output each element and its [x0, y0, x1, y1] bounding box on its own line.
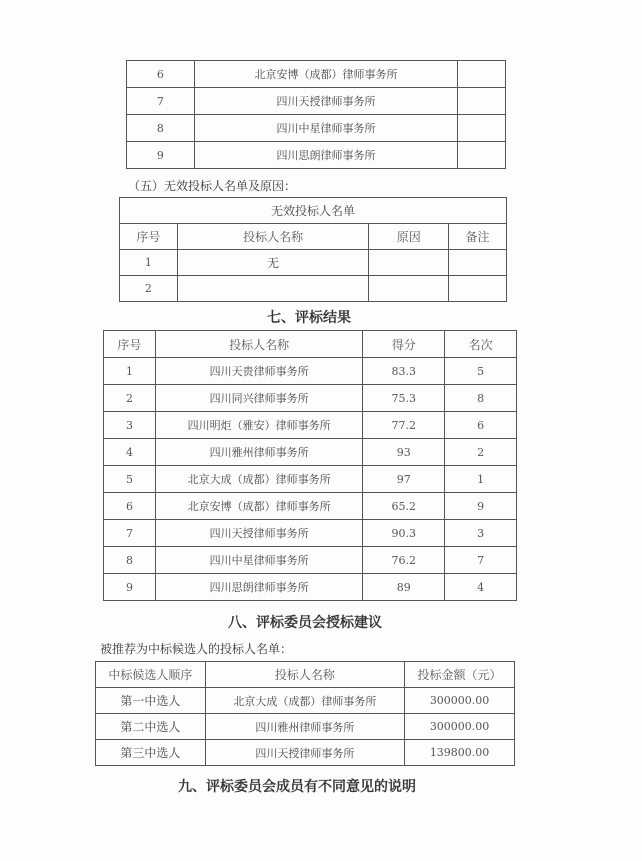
- table-row: [127, 142, 506, 169]
- header-no: 序号: [104, 331, 156, 358]
- table-header-row: [120, 224, 507, 250]
- score-cell: 75.3: [363, 385, 445, 412]
- row-number: 4: [104, 439, 156, 466]
- table-row: [120, 276, 507, 302]
- header-name: 投标人名称: [177, 224, 368, 250]
- reason-cell: [369, 276, 449, 302]
- bidder-name: 北京大成（成都）律师事务所: [205, 688, 404, 714]
- table-row: [104, 574, 517, 601]
- header-note: 备注: [449, 224, 507, 250]
- invalid-bidders-table: [119, 197, 507, 302]
- table-row: [104, 520, 517, 547]
- header-amount: 投标金额（元）: [405, 662, 515, 688]
- recommend-intro: 被推荐为中标候选人的投标人名单：: [100, 642, 293, 656]
- bidder-name: 四川中星律师事务所: [155, 547, 362, 574]
- empty-cell: [458, 142, 506, 169]
- score-cell: 90.3: [363, 520, 445, 547]
- row-number: 5: [104, 466, 156, 493]
- table-header-row: [96, 662, 515, 688]
- row-number: 8: [127, 115, 195, 142]
- score-cell: 65.2: [363, 493, 445, 520]
- table-row: [104, 385, 517, 412]
- amount-cell: 300000.00: [405, 688, 515, 714]
- row-number: 6: [104, 493, 156, 520]
- bidder-name: 四川天授律师事务所: [205, 740, 404, 766]
- bidder-name: 四川天授律师事务所: [194, 88, 457, 115]
- amount-cell: 139800.00: [405, 740, 515, 766]
- bidder-name: 四川思朗律师事务所: [155, 574, 362, 601]
- row-number: 7: [127, 88, 195, 115]
- header-rank: 名次: [445, 331, 517, 358]
- score-cell: 97: [363, 466, 445, 493]
- row-number: 2: [104, 385, 156, 412]
- table-row: [127, 61, 506, 88]
- table-row: [127, 88, 506, 115]
- bidder-name: [177, 276, 368, 302]
- row-number: 9: [104, 574, 156, 601]
- rank-cell: 4: [445, 574, 517, 601]
- bidder-name: 四川雅州律师事务所: [155, 439, 362, 466]
- rank-cell: 3: [445, 520, 517, 547]
- score-cell: 93: [363, 439, 445, 466]
- results-table: [103, 330, 517, 601]
- rank-cell: 9: [445, 493, 517, 520]
- table-row: [104, 358, 517, 385]
- candidate-order: 第三中选人: [96, 740, 206, 766]
- row-number: 7: [104, 520, 156, 547]
- bidder-name: 四川中星律师事务所: [194, 115, 457, 142]
- table-row: [120, 250, 507, 276]
- empty-cell: [458, 61, 506, 88]
- header-no: 序号: [120, 224, 178, 250]
- invalid-subtitle: （五）无效投标人名单及原因：: [128, 179, 297, 193]
- bidder-name: 四川雅州律师事务所: [205, 714, 404, 740]
- dissent-section-title: 九、评标委员会成员有不同意见的说明: [178, 779, 416, 795]
- header-order: 中标候选人顺序: [96, 662, 206, 688]
- bidder-name: 北京安博（成都）律师事务所: [155, 493, 362, 520]
- row-number: 8: [104, 547, 156, 574]
- rank-cell: 1: [445, 466, 517, 493]
- score-cell: 83.3: [363, 358, 445, 385]
- empty-cell: [458, 88, 506, 115]
- score-cell: 76.2: [363, 547, 445, 574]
- bidder-name: 无: [177, 250, 368, 276]
- table-row: [96, 714, 515, 740]
- table-row: [104, 547, 517, 574]
- recommendation-table: [95, 661, 515, 766]
- bidder-list-table: [126, 60, 506, 169]
- header-name: 投标人名称: [155, 331, 362, 358]
- bidder-name: 四川明炬（雅安）律师事务所: [155, 412, 362, 439]
- rank-cell: 5: [445, 358, 517, 385]
- score-cell: 89: [363, 574, 445, 601]
- bidder-name: 四川思朗律师事务所: [194, 142, 457, 169]
- recommend-section-title: 八、评标委员会授标建议: [228, 615, 382, 631]
- bidder-name: 四川天贵律师事务所: [155, 358, 362, 385]
- row-number: 9: [127, 142, 195, 169]
- table-row: [104, 439, 517, 466]
- header-name: 投标人名称: [205, 662, 404, 688]
- table-title-row: [120, 198, 507, 224]
- rank-cell: 6: [445, 412, 517, 439]
- score-cell: 77.2: [363, 412, 445, 439]
- row-number: 2: [120, 276, 178, 302]
- reason-cell: [369, 250, 449, 276]
- bidder-name: 北京安博（成都）律师事务所: [194, 61, 457, 88]
- rank-cell: 7: [445, 547, 517, 574]
- note-cell: [449, 250, 507, 276]
- row-number: 1: [120, 250, 178, 276]
- rank-cell: 2: [445, 439, 517, 466]
- table-row: [104, 466, 517, 493]
- candidate-order: 第一中选人: [96, 688, 206, 714]
- candidate-order: 第二中选人: [96, 714, 206, 740]
- table-row: [96, 688, 515, 714]
- table-row: [104, 412, 517, 439]
- table-row: [104, 493, 517, 520]
- row-number: 6: [127, 61, 195, 88]
- header-reason: 原因: [369, 224, 449, 250]
- invalid-table-title: 无效投标人名单: [120, 198, 507, 224]
- table-row: [127, 115, 506, 142]
- amount-cell: 300000.00: [405, 714, 515, 740]
- bidder-name: 四川同兴律师事务所: [155, 385, 362, 412]
- table-header-row: [104, 331, 517, 358]
- bidder-name: 四川天授律师事务所: [155, 520, 362, 547]
- empty-cell: [458, 115, 506, 142]
- result-section-title: 七、评标结果: [267, 310, 351, 326]
- note-cell: [449, 276, 507, 302]
- row-number: 1: [104, 358, 156, 385]
- header-score: 得分: [363, 331, 445, 358]
- bidder-name: 北京大成（成都）律师事务所: [155, 466, 362, 493]
- rank-cell: 8: [445, 385, 517, 412]
- row-number: 3: [104, 412, 156, 439]
- table-row: [96, 740, 515, 766]
